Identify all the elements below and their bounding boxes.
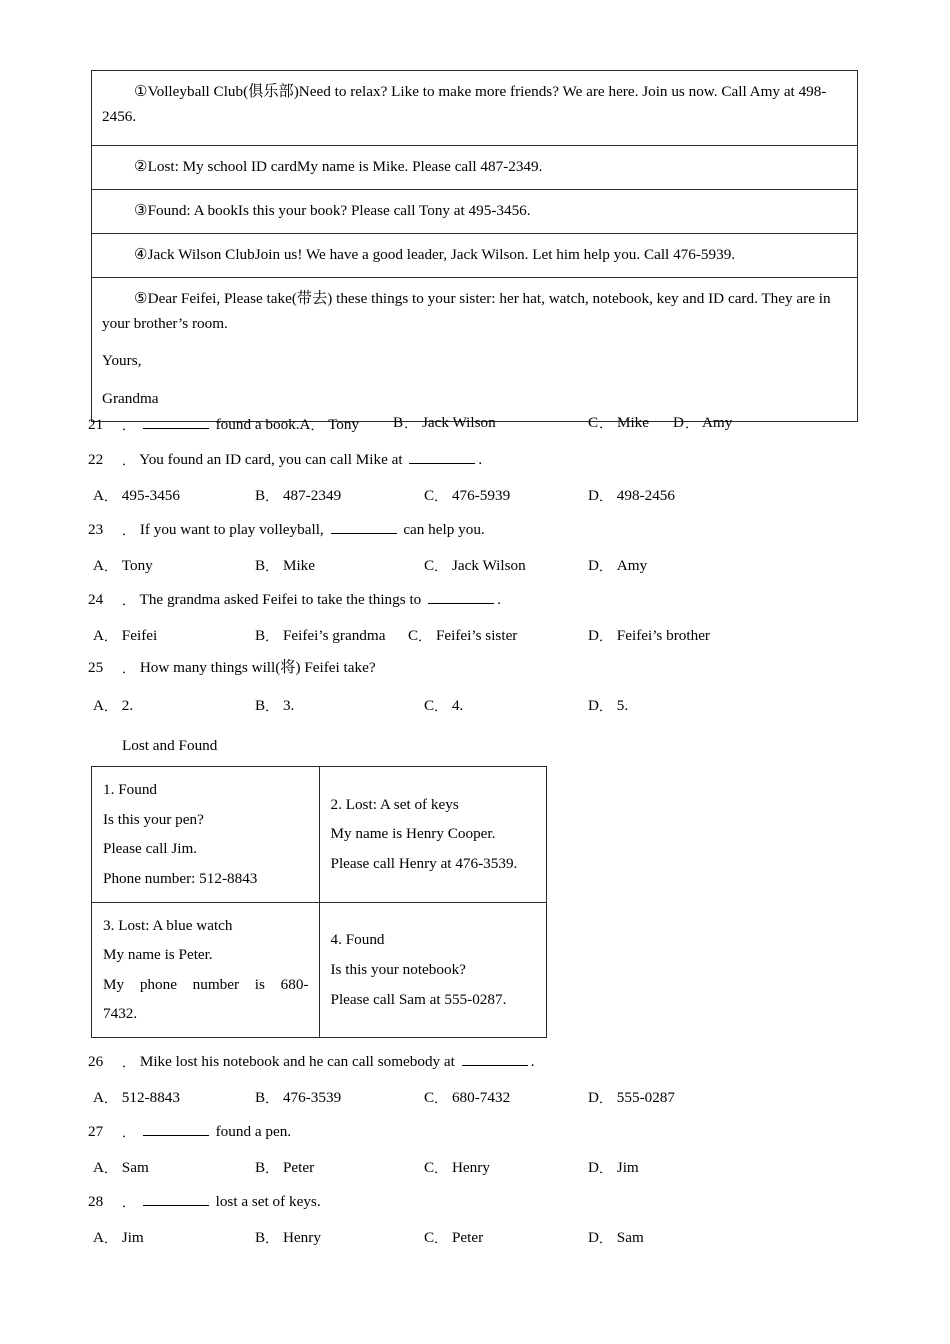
option-d[interactable]: [588, 485, 675, 505]
option-letter: D: [588, 487, 599, 504]
lf-card-1: [92, 767, 320, 903]
option-text: 680-7432: [451, 1089, 511, 1106]
option-separator: ．: [598, 1231, 612, 1246]
option-letter: A: [93, 1159, 104, 1176]
options-row-23: [88, 555, 888, 590]
question-separator: ．: [122, 1195, 136, 1210]
option-letter: A: [93, 1229, 104, 1246]
lf-card-line4: Phone number: 512-8843: [103, 869, 258, 887]
letter-closing: Yours,: [102, 352, 142, 370]
answer-blank[interactable]: [143, 415, 209, 429]
question-separator: ．: [122, 593, 136, 608]
question-22: [88, 450, 888, 485]
lf-card-2: [319, 767, 547, 903]
question-number: 28: [88, 1193, 104, 1210]
option-text: 2.: [121, 697, 134, 714]
notice-cell-2: [92, 146, 858, 190]
question-stem-end: .: [497, 591, 501, 608]
table-row: [92, 234, 858, 278]
option-separator: ．: [265, 1161, 279, 1176]
option-b-text: Jack Wilson: [418, 414, 496, 431]
option-separator: ．: [265, 1091, 279, 1106]
option-separator: ．: [103, 1231, 117, 1246]
option-c[interactable]: [424, 1087, 510, 1107]
option-separator: ．: [404, 416, 418, 431]
option-a[interactable]: [93, 625, 157, 645]
option-b[interactable]: [255, 625, 385, 645]
lf-card-title: 1. Found: [103, 781, 158, 798]
option-text: 3.: [282, 697, 295, 714]
option-letter: D: [588, 627, 599, 644]
option-text: 512-8843: [121, 1089, 180, 1106]
option-letter: C: [424, 697, 435, 714]
option-text: 476-5939: [451, 487, 511, 504]
option-letter: C: [424, 487, 435, 504]
option-text: Henry: [282, 1229, 321, 1246]
answer-blank[interactable]: [409, 450, 475, 464]
question-27: [88, 1122, 888, 1157]
question-28: [88, 1192, 888, 1227]
question-separator: ．: [122, 453, 136, 468]
question-number: 23: [88, 521, 104, 538]
option-letter: D: [588, 1229, 599, 1246]
option-letter: C: [424, 1229, 435, 1246]
option-separator: ．: [418, 629, 432, 644]
option-letter: B: [255, 557, 266, 574]
option-letter: D: [588, 697, 599, 714]
option-separator: ．: [310, 418, 324, 433]
option-c[interactable]: [424, 555, 526, 575]
option-separator: ．: [103, 489, 117, 504]
notice-text-3: ③Found: A bookIs this your book? Please call Tony at 495-3456.: [134, 202, 531, 219]
option-separator: ．: [434, 699, 448, 714]
option-c[interactable]: [424, 485, 510, 505]
notice-cell-3: [92, 190, 858, 234]
options-row-26: [88, 1087, 888, 1122]
lf-card-line3: Please call Sam at 555-0287.: [330, 990, 507, 1008]
question-number: 27: [88, 1123, 104, 1140]
question-stem: found a book.A: [211, 416, 311, 433]
option-b[interactable]: [255, 485, 341, 505]
option-a[interactable]: [93, 1227, 144, 1247]
option-separator: ．: [598, 629, 612, 644]
option-separator: ．: [598, 1091, 612, 1106]
option-separator: ．: [103, 1091, 117, 1106]
notice-cell-5: [92, 278, 858, 422]
option-separator: ．: [434, 1091, 448, 1106]
lf-card-line4: 7432.: [103, 1005, 138, 1023]
notice-cell-4: [92, 234, 858, 278]
table-row: [92, 767, 547, 903]
option-separator: ．: [265, 1231, 279, 1246]
answer-blank[interactable]: [331, 520, 397, 534]
notice-text-1: ①Volleyball Club(俱乐部)Need to relax? Like to make more friends? We are here. Join us now. Call Amy at 498-2456.: [102, 83, 827, 125]
option-a[interactable]: [93, 1157, 149, 1177]
option-separator: ．: [598, 699, 612, 714]
option-text: Tony: [121, 557, 153, 574]
option-b[interactable]: [255, 1157, 314, 1177]
option-text: Feifei’s sister: [435, 627, 518, 644]
question-number: 21: [88, 416, 104, 433]
lf-card-line2: Is this your notebook?: [330, 961, 466, 979]
option-text: Feifei’s brother: [616, 627, 710, 644]
option-a[interactable]: [93, 555, 153, 575]
option-b[interactable]: [255, 695, 294, 715]
option-separator: ．: [598, 489, 612, 504]
option-letter: B: [255, 627, 266, 644]
lf-card-line2: My name is Henry Cooper.: [330, 825, 496, 843]
answer-blank[interactable]: [143, 1192, 209, 1206]
option-c[interactable]: [424, 1157, 490, 1177]
option-letter: A: [93, 627, 104, 644]
option-letter: D: [588, 1089, 599, 1106]
option-d-text: Amy: [698, 414, 733, 431]
question-number: 22: [88, 451, 104, 468]
option-text: 4.: [451, 697, 464, 714]
option-letter: C: [424, 557, 435, 574]
question-separator: ．: [122, 661, 136, 676]
option-text: Sam: [121, 1159, 149, 1176]
options-row-25: [88, 695, 888, 730]
option-letter: D: [588, 557, 599, 574]
question-stem-end: .: [478, 451, 483, 468]
option-separator: ．: [265, 629, 279, 644]
option-separator: ．: [434, 559, 448, 574]
question-separator: ．: [122, 418, 136, 433]
answer-blank[interactable]: [462, 1052, 528, 1066]
option-letter: D: [588, 1159, 599, 1176]
option-b[interactable]: [255, 1227, 321, 1247]
option-d[interactable]: [588, 1087, 675, 1107]
option-separator: ．: [434, 1161, 448, 1176]
option-separator: ．: [103, 559, 117, 574]
option-separator: ．: [265, 559, 279, 574]
option-c[interactable]: [424, 1227, 483, 1247]
option-letter: B: [255, 697, 266, 714]
table-row: [92, 71, 858, 146]
question-number: 24: [88, 591, 104, 608]
option-d[interactable]: [588, 695, 628, 715]
question-stem-end: lost a set of keys.: [211, 1193, 321, 1210]
questions-list: [88, 415, 888, 730]
option-text: Peter: [451, 1229, 484, 1246]
lf-card-line3: Please call Henry at 476-3539.: [330, 855, 518, 873]
option-text: Jim: [121, 1229, 144, 1246]
option-d[interactable]: [588, 1157, 639, 1177]
option-text: Peter: [282, 1159, 315, 1176]
option-separator: ．: [103, 1161, 117, 1176]
question-separator: ．: [122, 1055, 136, 1070]
option-b[interactable]: [255, 555, 315, 575]
question-separator: ．: [122, 523, 136, 538]
option-text: Jim: [616, 1159, 639, 1176]
options-row-22: [88, 485, 888, 520]
option-text: Feifei’s grandma: [282, 627, 386, 644]
option-letter: A: [93, 487, 104, 504]
option-separator: ．: [103, 629, 117, 644]
option-letter: B: [255, 1229, 266, 1246]
option-text: Mike: [282, 557, 316, 574]
lf-card-line3: Please call Jim.: [103, 840, 198, 858]
option-letter: C: [424, 1089, 435, 1106]
option-separator: ．: [265, 489, 279, 504]
table-row: [92, 190, 858, 234]
notice-text-5: ⑤Dear Feifei, Please take(带去) these things to your sister: her hat, watch, notebook, key and ID card. They are in your brother’s room.: [102, 290, 831, 332]
option-text: Henry: [451, 1159, 490, 1176]
question-stem: The grandma asked Feifei to take the things to: [136, 591, 426, 608]
table-row: [92, 902, 547, 1038]
notice-text-2: ②Lost: My school ID cardMy name is Mike. Please call 487-2349.: [134, 158, 543, 175]
option-letter: C: [408, 627, 419, 644]
option-letter: D: [673, 414, 684, 431]
option-b[interactable]: [393, 415, 496, 430]
question-stem-end: found a pen.: [211, 1123, 292, 1140]
option-a-text[interactable]: Tony: [324, 416, 360, 433]
option-letter: C: [588, 414, 599, 431]
option-d[interactable]: [588, 625, 710, 645]
option-separator: ．: [598, 559, 612, 574]
option-a[interactable]: [93, 485, 180, 505]
option-b[interactable]: [255, 1087, 341, 1107]
option-text: Feifei: [121, 627, 158, 644]
question-stem: If you want to play volleyball,: [136, 521, 328, 538]
question-23: [88, 520, 888, 555]
question-stem-end: can help you.: [399, 521, 485, 538]
option-d[interactable]: [673, 415, 732, 430]
option-text: Jack Wilson: [451, 557, 526, 574]
option-text: 498-2456: [616, 487, 675, 504]
option-letter: A: [93, 1089, 104, 1106]
option-text: 495-3456: [121, 487, 180, 504]
option-separator: ．: [103, 699, 117, 714]
lf-card-title: 2. Lost: A set of keys: [330, 795, 459, 813]
table-row: [92, 278, 858, 422]
option-separator: ．: [434, 1231, 448, 1246]
question-stem: You found an ID card, you can call Mike at: [136, 451, 407, 468]
question-stem-end: .: [530, 1053, 535, 1070]
option-separator: ．: [599, 416, 613, 431]
option-text: 487-2349: [282, 487, 342, 504]
option-c[interactable]: [424, 695, 463, 715]
option-d[interactable]: [588, 555, 647, 575]
lf-card-line3: My phone number is 680-: [103, 975, 309, 993]
option-letter: B: [255, 487, 266, 504]
option-letter: B: [255, 1089, 266, 1106]
lf-card-3: [92, 902, 320, 1038]
questions-list-2: [88, 1052, 888, 1262]
question-25: [88, 660, 888, 695]
answer-blank[interactable]: [428, 590, 494, 604]
options-row-27: [88, 1157, 888, 1192]
answer-blank[interactable]: [143, 1122, 209, 1136]
option-text: 555-0287: [616, 1089, 675, 1106]
options-row-28: [88, 1227, 888, 1262]
option-a[interactable]: [93, 695, 133, 715]
options-row-24: [88, 625, 888, 660]
table-row: [92, 146, 858, 190]
notice-text-4: ④Jack Wilson ClubJoin us! We have a good leader, Jack Wilson. Let him help you. Call 476-5939.: [134, 246, 736, 263]
question-number: 26: [88, 1053, 104, 1070]
option-separator: ．: [598, 1161, 612, 1176]
question-21: [88, 415, 888, 450]
option-letter: A: [93, 697, 104, 714]
option-text: Sam: [616, 1229, 644, 1246]
option-text: Amy: [616, 557, 648, 574]
lost-and-found-heading: Lost and Found: [122, 737, 218, 754]
notice-cell-1: [92, 71, 858, 146]
option-separator: ．: [684, 416, 698, 431]
option-text: 476-3539: [282, 1089, 342, 1106]
lf-card-4: [319, 902, 547, 1038]
option-c[interactable]: [588, 415, 649, 430]
option-letter: B: [393, 414, 404, 431]
question-number: 25: [88, 659, 104, 676]
lost-and-found-table: [91, 766, 547, 1038]
lf-card-line2: My name is Peter.: [103, 946, 213, 964]
question-24: [88, 590, 888, 625]
option-letter: A: [93, 557, 104, 574]
option-separator: ．: [434, 489, 448, 504]
question-separator: ．: [122, 1125, 136, 1140]
option-c[interactable]: [408, 625, 517, 645]
notices-table: [91, 70, 858, 422]
option-letter: C: [424, 1159, 435, 1176]
question-26: [88, 1052, 888, 1087]
letter-signature: Grandma: [102, 389, 159, 407]
lf-card-title: 3. Lost: A blue watch: [103, 916, 233, 934]
option-d[interactable]: [588, 1227, 644, 1247]
question-stem: How many things will(将) Feifei take?: [136, 659, 376, 676]
option-separator: ．: [265, 699, 279, 714]
lf-card-line2: Is this your pen?: [103, 810, 204, 828]
option-text: 5.: [616, 697, 629, 714]
option-c-text: Mike: [613, 414, 650, 431]
lf-card-title: 4. Found: [330, 931, 385, 949]
option-letter: B: [255, 1159, 266, 1176]
option-a[interactable]: [93, 1087, 180, 1107]
question-stem: Mike lost his notebook and he can call somebody at: [136, 1053, 459, 1070]
